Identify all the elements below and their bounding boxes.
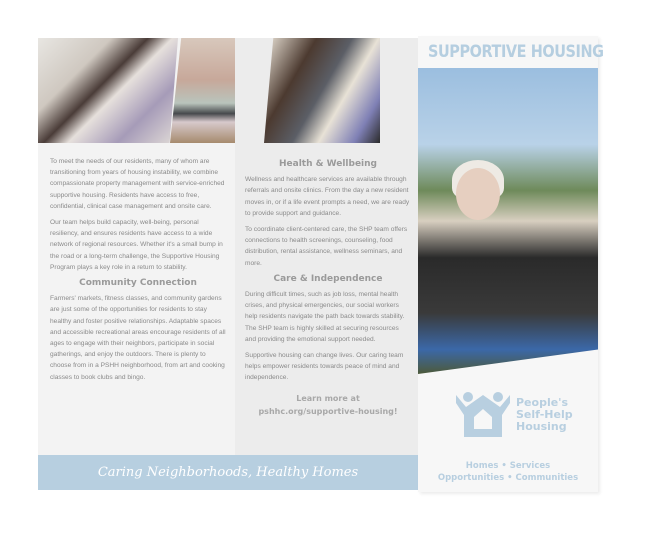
learn-more-label: Learn more at	[296, 393, 360, 403]
photo-social-worker	[264, 38, 380, 143]
house-people-icon	[454, 391, 512, 439]
photo-detail	[456, 168, 500, 220]
care-paragraph: Supportive housing can change lives. Our caring team helps empower residents towards peace of mind and independence.	[245, 352, 404, 382]
photo-clinician-child	[38, 38, 178, 143]
cover-title: SUPPORTIVE HOUSING	[428, 42, 604, 62]
logo-line: People's	[516, 396, 569, 409]
logo-line: Housing	[516, 420, 567, 433]
learn-more	[245, 392, 411, 418]
tagline-line: Homes • Services	[465, 461, 551, 471]
community-heading: Community Connection	[79, 278, 197, 289]
health-paragraph: To coordinate client-centered care, the SHP team offers connections to health screenings, counseling, food distribution, rental assistance, wellness seminars, and more.	[245, 226, 408, 267]
health-paragraph: Wellness and healthcare services are available through referrals and onsite clinics. From the day a new resident moves in, or if a life event prompts a need, we are ready to provide support and guidance.	[245, 176, 410, 217]
left-panel	[38, 38, 235, 490]
left-text	[50, 156, 226, 388]
logo-line: Self-Help	[516, 408, 573, 421]
tagline	[418, 460, 598, 484]
care-paragraph: During difficult times, such as job loss, mental health crises, and physical emergencies, our social workers help residents navigate the path back towards stability. The SHP team is highly skilled at securing resources and providing the emotional support needed.	[245, 291, 405, 343]
photo-resident-woman	[418, 68, 598, 374]
middle-panel	[235, 38, 418, 490]
logo-text	[516, 397, 573, 433]
care-heading: Care & Independence	[273, 273, 383, 284]
middle-text	[245, 156, 411, 418]
cover-panel	[418, 36, 604, 492]
team-paragraph: Our team helps build capacity, well-being, personal resiliency, and ensures residents have access to a wide network of regional resources. Whether it's a small bump in the road or a long-term challenge, the Supportive Housing Program plays a key role in a return to stability.	[50, 219, 223, 271]
tagline-line: Opportunities • Communities	[437, 473, 579, 483]
slogan-band	[38, 455, 418, 490]
pshh-logo	[454, 391, 573, 439]
slogan: Caring Neighborhoods, Healthy Homes	[97, 465, 359, 480]
health-heading: Health & Wellbeing	[279, 159, 377, 169]
community-paragraph: Farmers' markets, fitness classes, and community gardens are just some of the opportunities for residents to stay healthy and foster positive relationships. Adaptable spaces and accessible recreational areas encourage residents of all ages to engage with their neighbors, participate in social gatherings, and enjoy the outdoors. There is plenty to choose from in a PSHH neighborhood, from art and cooking classes to book clubs and bingo.	[50, 295, 226, 381]
learn-more-link[interactable]: pshhc.org/supportive-housing!	[258, 406, 398, 416]
intro-paragraph: To meet the needs of our residents, many of whom are transitioning from years of housing instability, we combine compassionate property management with service-enriched supportive housing. Residents have access to free, confidential, clinical case management and onsite care.	[50, 158, 225, 210]
